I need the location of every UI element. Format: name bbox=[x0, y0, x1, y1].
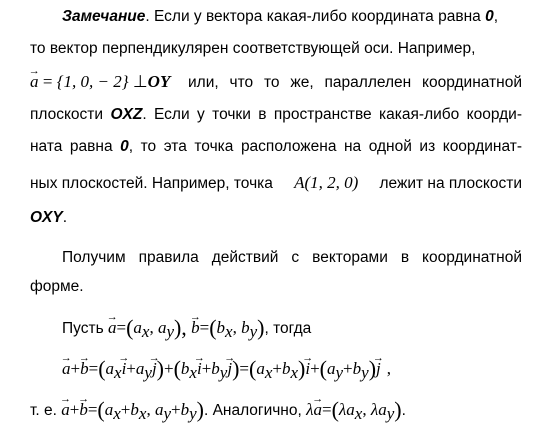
point-formula: A(1, 2, 0) bbox=[294, 173, 359, 192]
point-zero: 0 bbox=[120, 138, 129, 155]
perp-formula: → a = {1, 0, − 2} ⊥OY bbox=[30, 69, 170, 96]
conclusion-line: т. е. → $a+\to b=(a_x+b_x$, $a_y+b_y$). Аналогично, $\lambda\to a=(\lambda a_x$, $\lambda a_y$). bbox=[30, 397, 549, 423]
remark-line-6: ных плоскостей. Например, точка A(1, 2, 0) лежит на плоскости bbox=[30, 170, 522, 196]
remark-line-1: Замечание. Если у вектора какая-либо координата равна 0, bbox=[62, 8, 499, 25]
rules-line-2: форме. bbox=[30, 278, 84, 295]
vector-b: → b bbox=[191, 315, 200, 341]
plane-oxy: OXY bbox=[30, 209, 63, 226]
remark-line-4: плоскости OXZ. Если у точки в пространстве какая-либо коорди- bbox=[30, 106, 522, 123]
vector-a: → a bbox=[108, 315, 117, 341]
rules-line-1: Получим правила действий с векторами в координатной bbox=[62, 249, 522, 266]
remark-line-2: то вектор перпендикулярен соответствующей оси. Например, bbox=[30, 40, 476, 57]
remark-line-3 bbox=[30, 69, 522, 95]
remark-line-7: OXY. bbox=[30, 209, 68, 226]
remark-label: Замечание bbox=[62, 8, 146, 25]
remark-text: . Если у вектора какая-либо координата равна bbox=[145, 8, 486, 25]
plane-oxz: OXZ bbox=[110, 106, 143, 123]
remark-line-3-text: или, что то же, параллелен координатной bbox=[188, 74, 522, 91]
remark-line-5: ната равна 0, то эта точка расположена на одной из координат- bbox=[30, 138, 522, 155]
sum-formula: → $a+\to b=(a_x\to i+a_y\to j)+(b_x\to i+b_y\to j)=(a_x+b_x)\to i+(a_y+b_y)\to j$ , bbox=[62, 356, 549, 382]
let-line: Пусть → $a=(a_x$, $a_y$), → $b=(b_x$, $b_y$), тогда bbox=[62, 315, 549, 341]
remark-zero: 0 bbox=[485, 8, 494, 25]
